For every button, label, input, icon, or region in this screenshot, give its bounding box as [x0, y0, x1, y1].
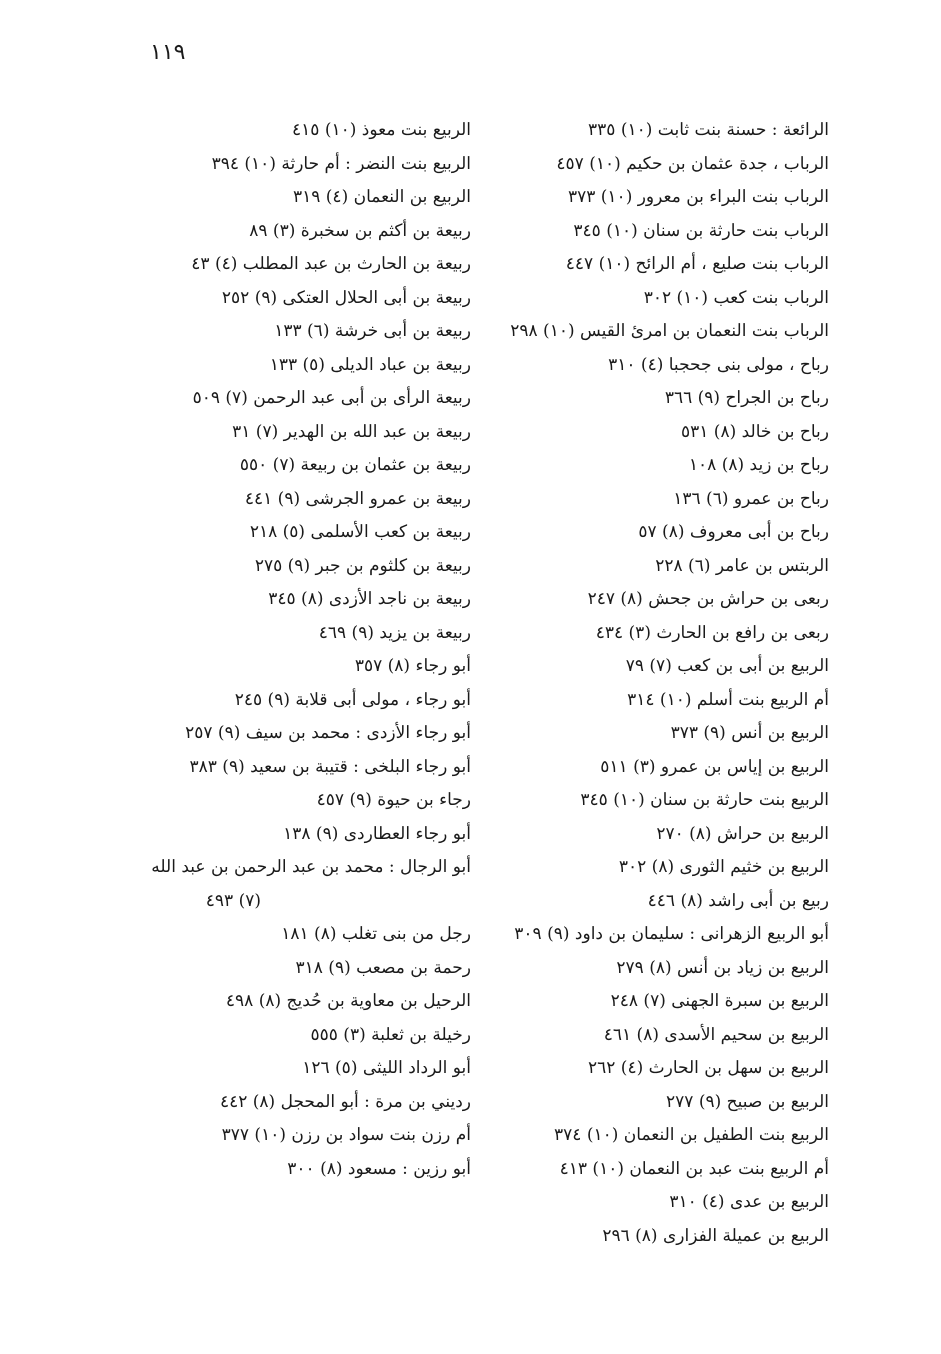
- index-entry: ربعى بن رافع بن الحارث (٣) ٤٣٤: [595, 622, 829, 643]
- index-entry: الرحيل بن معاوية بن حُديج (٨) ٤٩٨: [225, 991, 471, 1011]
- index-entry: الربتس بن عامر (٦) ٢٢٨: [655, 555, 829, 576]
- index-column-left: [126, 114, 471, 1186]
- index-entry: الربيع بن أنس (٩) ٣٧٣: [670, 723, 829, 743]
- index-entry: الرباب ، جدة عثمان بن حكيم (١٠) ٤٥٧: [556, 153, 829, 174]
- index-entry: ربيعة بن يزيد (٩) ٤٦٩: [318, 622, 471, 643]
- index-entry: رباح بن زيد (٨) ١٠٨: [688, 455, 829, 475]
- index-entry: رجل من بنى تغلب (٨) ١٨١: [281, 924, 471, 944]
- index-entry: الربيع بن أبى بن كعب (٧) ٧٩: [625, 656, 829, 676]
- index-entry: ربيعة بن عمرو الجرشى (٩) ٤٤١: [244, 488, 471, 509]
- index-entry: رباح بن الجراح (٩) ٣٦٦: [664, 388, 829, 408]
- index-entry: رديني بن مرة : أبو المحجل (٨) ٤٤٢: [219, 1091, 471, 1112]
- index-entry: الربيع بن زياد بن أنس (٨) ٢٧٩: [616, 957, 829, 978]
- index-entry: ربيع بن أبى راشد (٨) ٤٤٦: [647, 890, 829, 911]
- index-entry: (٧) ٤٩٣: [205, 890, 261, 911]
- index-entry: ربيعة بن ناجد الأزدى (٨) ٣٤٥: [268, 589, 471, 609]
- index-entry: رباح بن عمرو (٦) ١٣٦: [673, 488, 829, 509]
- page-number: ١١٩: [150, 40, 186, 65]
- index-entry: ربيعة بن كلثوم بن جبر (٩) ٢٧٥: [254, 555, 471, 576]
- index-entry: رباح بن خالد (٨) ٥٣١: [681, 421, 829, 442]
- index-entry: أبو الربيع الزهرانى : سليمان بن داود (٩) ٣٠٩: [514, 924, 829, 944]
- index-entry: أبو رجاء العطاردى (٩) ١٣٨: [283, 823, 471, 844]
- index-entry: أبو رجاء الأزدى : محمد بن سيف (٩) ٢٥٧: [185, 723, 471, 743]
- index-entry: الرباب بنت صليع ، أم الرائح (١٠) ٤٤٧: [565, 254, 829, 274]
- index-entry: الرباب بنت النعمان بن امرئ القيس (١٠) ٢٩٨: [510, 321, 829, 341]
- index-entry: الربيع بن عميلة الفزارى (٨) ٢٩٦: [602, 1225, 829, 1246]
- index-entry: ربيعة بن أكثم بن سخبرة (٣) ٨٩: [249, 220, 471, 241]
- index-entry: الربيع بن سحيم الأسدى (٨) ٤٦١: [603, 1024, 829, 1045]
- index-entry: الربيع بن صبيح (٩) ٢٧٧: [666, 1091, 829, 1112]
- index-entry: ربيعة بن عباد الديلى (٥) ١٣٣: [269, 354, 471, 375]
- index-entry: أم الربيع بنت عبد بن النعمان (١٠) ٤١٣: [559, 1158, 829, 1179]
- index-entry: أم الربيع بنت أسلم (١٠) ٣١٤: [627, 689, 829, 710]
- index-entry: ربيعة بن الحارث بن عبد المطلب (٤) ٤٣: [191, 254, 471, 274]
- index-entry: الربيع بنت النضر : أم حارثة (١٠) ٣٩٤: [211, 153, 471, 174]
- index-entry: الربيع بن عدى (٤) ٣١٠: [669, 1192, 829, 1212]
- index-entry: الربيع بنت معوذ (١٠) ٤١٥: [292, 120, 471, 140]
- index-entry: أبو رجاء ، مولى أبى قلابة (٩) ٢٤٥: [234, 689, 471, 710]
- index-entry: رجاء بن حيوة (٩) ٤٥٧: [316, 790, 471, 810]
- index-entry: الربيع بن سهل بن الحارث (٤) ٢٦٢: [587, 1058, 829, 1078]
- index-entry: الرائعة : حسنة بنت ثابت (١٠) ٣٣٥: [588, 120, 829, 140]
- index-entry: ربيعة بن أبى الحلال العتكى (٩) ٢٥٢: [221, 287, 471, 308]
- index-entry: الرباب بنت كعب (١٠) ٣٠٢: [643, 287, 829, 308]
- index-entry: الربيع بن إياس بن عمرو (٣) ٥١١: [600, 756, 829, 777]
- index-entry: الربيع بن سبرة الجهنى (٧) ٢٤٨: [610, 991, 829, 1011]
- index-entry: رباح ، مولى بنى جحجبا (٤) ٣١٠: [608, 354, 829, 375]
- index-entry: أبو الرجال : محمد بن عبد الرحمن بن عبد الله: [151, 857, 471, 877]
- index-entry: ربيعة بن أبى خرشة (٦) ١٣٣: [274, 321, 471, 341]
- index-entry: ربيعة بن عثمان بن ربيعة (٧) ٥٥٠: [239, 455, 471, 475]
- index-column-right: [484, 114, 829, 1253]
- index-entry: ربيعة الرأى بن أبى عبد الرحمن (٧) ٥٠٩: [192, 388, 471, 408]
- index-entry: الربيع بنت حارثة بن سنان (١٠) ٣٤٥: [580, 790, 829, 810]
- index-entry: أبو رجاء (٨) ٣٥٧: [354, 656, 471, 676]
- index-entry: الرباب بنت حارثة بن سنان (١٠) ٣٤٥: [573, 220, 829, 241]
- index-entry: ربيعة بن عبد الله بن الهدير (٧) ٣١: [232, 421, 471, 442]
- index-entry: رحمة بن مصعب (٩) ٣١٨: [295, 957, 471, 978]
- index-entry: الربيع بن النعمان (٤) ٣١٩: [292, 187, 471, 207]
- index-entry: ربعى بن حراش بن جحش (٨) ٢٤٧: [587, 589, 829, 609]
- index-entry: ربيعة بن كعب الأسلمى (٥) ٢١٨: [249, 522, 471, 542]
- index-entry: أبو رزين : مسعود (٨) ٣٠٠: [287, 1158, 471, 1179]
- index-entry: الربيع بن حراش (٨) ٢٧٠: [656, 823, 829, 844]
- index-entry: أبو الرداد الليثى (٥) ١٢٦: [302, 1058, 471, 1078]
- index-entry: الرباب بنت البراء بن معرور (١٠) ٣٧٣: [567, 187, 829, 207]
- index-entry: رخيلة بن ثعلبة (٣) ٥٥٥: [310, 1024, 471, 1045]
- index-entry: أبو رجاء البلخى : قتيبة بن سعيد (٩) ٣٨٣: [189, 756, 471, 777]
- index-entry: أم رزن بنت سواد بن رزن (١٠) ٣٧٧: [221, 1125, 471, 1145]
- index-entry: الربيع بنت الطفيل بن النعمان (١٠) ٣٧٤: [554, 1125, 829, 1145]
- index-entry: رباح بن أبى معروف (٨) ٥٧: [638, 522, 829, 542]
- index-entry: الربيع بن خثيم الثورى (٨) ٣٠٢: [618, 857, 829, 877]
